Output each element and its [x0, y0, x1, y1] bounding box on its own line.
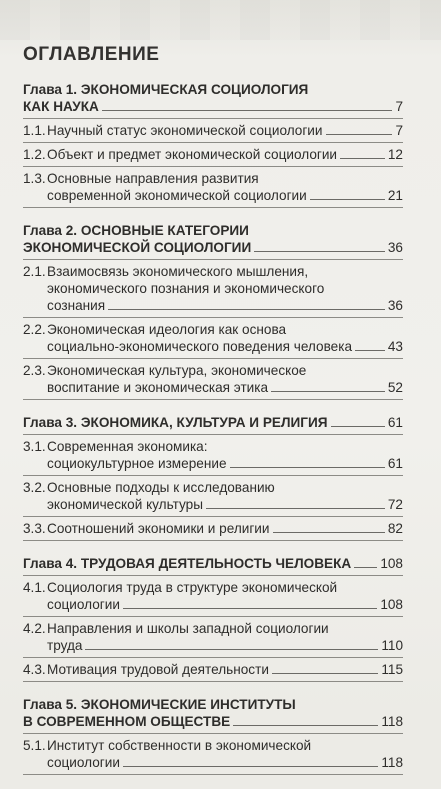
entry-number: 4.3.: [23, 662, 46, 677]
entry-number: 2.3.: [23, 363, 46, 378]
entry-text-line: Взаимосвязь экономического мышления,: [47, 264, 309, 279]
toc-entry: [23, 579, 403, 613]
entry-last-row: [47, 496, 403, 513]
chapter-prefix: Глава 4.: [23, 556, 81, 571]
chapter-title-line: [23, 222, 403, 239]
entry-last-row: [47, 187, 403, 204]
leader-line: [271, 391, 385, 392]
leader-line: [272, 673, 378, 674]
chapter-title-label: ЭКОНОМИКА, КУЛЬТУРА И РЕЛИГИЯ: [80, 415, 328, 430]
entry-text-line: современной экономической социологии: [47, 188, 307, 203]
entry-last-row: [47, 455, 403, 472]
chapter-prefix: Глава 1.: [23, 82, 81, 97]
entry-number: 5.1.: [23, 738, 46, 753]
page-number: 7: [395, 123, 403, 138]
entry-last-row: [47, 146, 403, 163]
leader-line: [340, 158, 385, 159]
entry-rule: [23, 475, 403, 476]
toc-entry: [23, 661, 403, 678]
entry-rule: [23, 516, 403, 517]
chapter-title-row: [23, 414, 403, 431]
page-number: 115: [381, 662, 403, 677]
entry-body: [47, 362, 403, 396]
entry-number: 1.2.: [23, 147, 46, 162]
entry-number: 3.3.: [23, 521, 46, 536]
chapter-title-text: ЭКОНОМИЧЕСКИЕ ИНСТИТУТЫ: [80, 697, 296, 712]
chapter-title-row: [23, 713, 403, 730]
leader-line: [254, 251, 385, 252]
entry-body: [47, 170, 403, 204]
entry-last-row: [47, 379, 403, 396]
leader-line: [354, 567, 377, 568]
leader-line: [326, 134, 393, 135]
entry-rule: [23, 207, 403, 208]
chapter-title-text: [23, 713, 230, 730]
toc-entry: [23, 620, 403, 654]
entry-text-line: экономической культуры: [47, 497, 203, 512]
chapter-title-label: КАК НАУКА: [23, 99, 99, 114]
entry-last-row: [47, 637, 403, 654]
entry-body: [47, 146, 403, 163]
page-number: 61: [387, 415, 403, 430]
chapter-title-row: [23, 239, 403, 256]
chapter-block: [23, 222, 403, 400]
page-number: 52: [387, 380, 403, 395]
toc-entry: [23, 438, 403, 472]
page-number: 118: [381, 755, 403, 770]
chapter-title-line: [23, 81, 403, 98]
entry-text-line: социокультурное измерение: [47, 456, 227, 471]
entry-body: [47, 620, 403, 654]
entry-body: [47, 479, 403, 513]
entry-rule: [23, 317, 403, 318]
chapter-title-label: В СОВРЕМЕННОМ ОБЩЕСТВЕ: [23, 714, 231, 729]
leader-line: [230, 467, 385, 468]
entry-text-line: Направления и школы западной социологии: [47, 621, 329, 636]
entry-text-line: Объект и предмет экономической социологии: [47, 147, 338, 162]
toc-content: [23, 44, 403, 789]
entry-last-row: [47, 754, 403, 771]
page-number: 118: [381, 714, 403, 729]
page-number: 72: [387, 497, 403, 512]
entry-last-row: [47, 596, 403, 613]
toc-entry: [23, 170, 403, 204]
leader-line: [123, 608, 377, 609]
toc-list: [23, 81, 403, 775]
page-number: 108: [380, 556, 403, 571]
chapter-rule: [23, 259, 403, 260]
entry-last-row: [47, 122, 403, 139]
entry-text-line: Институт собственности в экономической: [47, 738, 312, 753]
entry-rule: [23, 774, 403, 775]
entry-last-row: [47, 297, 403, 314]
entry-text-line: Соотношений экономики и религии: [47, 521, 270, 536]
entry-text-line: социологии: [47, 597, 120, 612]
entry-body: [47, 520, 403, 537]
page-number: 61: [387, 456, 403, 471]
toc-entry: [23, 520, 403, 537]
toc-entry: [23, 263, 403, 314]
page-number: 110: [381, 638, 403, 653]
toc-entry: [23, 122, 403, 139]
entry-text-line: социологии: [47, 755, 120, 770]
page-number: 43: [387, 339, 403, 354]
entry-number: 1.1.: [23, 123, 46, 138]
entry-rule: [23, 399, 403, 400]
entry-rule: [23, 166, 403, 167]
chapter-title-label: ТРУДОВАЯ ДЕЯТЕЛЬНОСТЬ ЧЕЛОВЕКА: [80, 556, 352, 571]
entry-number: 2.2.: [23, 322, 46, 337]
page-number: 12: [387, 147, 403, 162]
chapter-rule: [23, 733, 403, 734]
chapter-title-label: ЭКОНОМИЧЕСКОЙ СОЦИОЛОГИИ: [23, 240, 252, 255]
chapter-prefix: Глава 2.: [23, 223, 81, 238]
chapter-prefix: Глава 5.: [23, 697, 81, 712]
entry-last-row: [47, 520, 403, 537]
chapter-title-line: [23, 696, 403, 713]
leader-line: [310, 199, 385, 200]
entry-number: 1.3.: [23, 171, 46, 186]
entry-number: 2.1.: [23, 264, 46, 279]
chapter-block: [23, 414, 403, 541]
leader-line: [233, 725, 378, 726]
leader-line: [102, 110, 393, 111]
entry-text-line: Основные подходы к исследованию: [47, 480, 275, 495]
entry-rule: [23, 681, 403, 682]
chapter-title-text: ОСНОВНЫЕ КАТЕГОРИИ: [80, 223, 249, 238]
entry-text-line: Мотивация трудовой деятельности: [47, 662, 269, 677]
leader-line: [123, 766, 378, 767]
entry-text-line: Экономическая идеология как основа: [47, 322, 287, 337]
page-number: 7: [395, 99, 403, 114]
bleed-through-text: [0, 0, 441, 40]
page-number: 36: [387, 298, 403, 313]
entry-rule: [23, 616, 403, 617]
chapter-title-row: [23, 555, 403, 572]
chapter-block: [23, 81, 403, 208]
entry-body: [47, 438, 403, 472]
chapter-title-row: [23, 98, 403, 115]
entry-last-row: [47, 661, 403, 678]
page-number: 108: [380, 597, 403, 612]
chapter-block: [23, 696, 403, 775]
entry-number: 3.2.: [23, 480, 46, 495]
chapter-rule: [23, 434, 403, 435]
chapter-title-text: [23, 98, 99, 115]
leader-line: [355, 350, 385, 351]
entry-body: [47, 579, 403, 613]
entry-text-line: Научный статус экономической социологии: [47, 123, 323, 138]
toc-heading: ОГЛАВЛЕНИЕ: [23, 44, 160, 65]
chapter-prefix: Глава 3.: [23, 415, 81, 430]
leader-line: [273, 532, 385, 533]
entry-body: [47, 122, 403, 139]
chapter-title-text: ЭКОНОМИЧЕСКАЯ СОЦИОЛОГИЯ: [80, 82, 309, 97]
entry-text-line: Основные направления развития: [47, 171, 259, 186]
chapter-title-text: [23, 414, 328, 431]
chapter-block: [23, 555, 403, 682]
entry-text-line: Социология труда в структуре экономической: [47, 580, 338, 595]
chapter-title-text: [23, 239, 251, 256]
entry-last-row: [47, 338, 403, 355]
entry-text-line: труда: [47, 638, 83, 653]
entry-text-line: Экономическая культура, экономическое: [47, 363, 307, 378]
entry-rule: [23, 142, 403, 143]
toc-entry: [23, 737, 403, 771]
chapter-rule: [23, 575, 403, 576]
entry-body: [47, 263, 403, 314]
entry-number: 3.1.: [23, 439, 46, 454]
leader-line: [85, 649, 378, 650]
page-number: 21: [387, 188, 403, 203]
chapter-rule: [23, 118, 403, 119]
toc-entry: [23, 321, 403, 355]
entry-body: [47, 737, 403, 771]
toc-entry: [23, 479, 403, 513]
entry-rule: [23, 358, 403, 359]
entry-text-line: Современная экономика:: [47, 439, 208, 454]
entry-text-line: социально-экономического поведения человека: [47, 339, 353, 354]
page-number: 82: [387, 521, 403, 536]
entry-rule: [23, 540, 403, 541]
chapter-title-text: [23, 555, 351, 572]
leader-line: [206, 508, 385, 509]
entry-number: 4.1.: [23, 580, 46, 595]
entry-text-line: сознания: [47, 298, 106, 313]
leader-line: [108, 309, 385, 310]
entry-text-line: экономического познания и экономического: [47, 281, 325, 296]
toc-entry: [23, 146, 403, 163]
leader-line: [331, 426, 385, 427]
page-number: 36: [387, 240, 403, 255]
toc-entry: [23, 362, 403, 396]
entry-text-line: воспитание и экономическая этика: [47, 380, 269, 395]
entry-body: [47, 661, 403, 678]
entry-body: [47, 321, 403, 355]
entry-number: 4.2.: [23, 621, 46, 636]
entry-rule: [23, 657, 403, 658]
